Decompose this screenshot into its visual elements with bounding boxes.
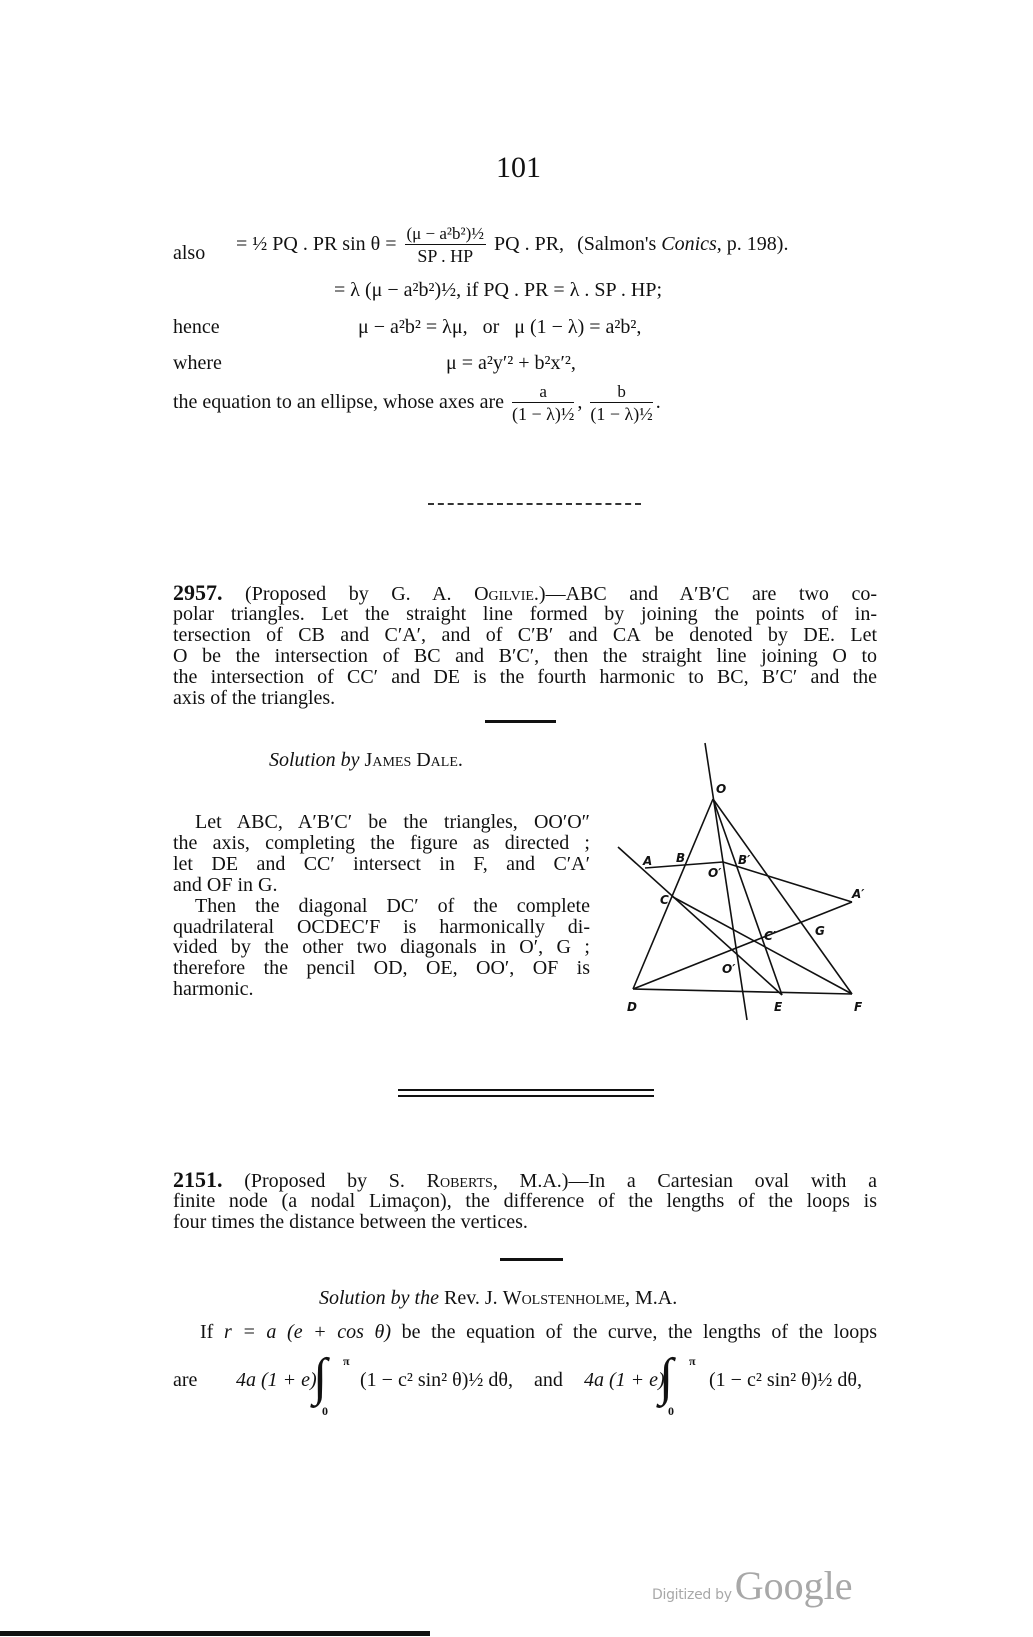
fraction-denominator: (1 − λ)½ [590, 403, 653, 424]
label-a: A [643, 854, 653, 868]
ellipse-line: the equation to an ellipse, whose axes are $\frac{a}{\text{(1 − λ)½}}$ , $\frac{b}{\text{(1 − λ)½}}$ . [173, 381, 661, 424]
label-b-prime: B′ [738, 853, 751, 867]
solution-line: and OF in G. [173, 874, 278, 896]
ref-post: , p. 198). [716, 233, 789, 255]
if-line [200, 1321, 877, 1343]
equation-line-2: = λ (μ − a²b²)½, if PQ . PR = λ . SP . HP; [334, 279, 663, 301]
coefficient-2: 4a (1 + e) [584, 1369, 665, 1391]
fraction-numerator: a [512, 382, 574, 403]
label-d: D [627, 1000, 637, 1014]
coefficient-1: 4a (1 + e) [236, 1369, 317, 1391]
short-divider [500, 1258, 563, 1261]
fraction-numerator: (μ − a²b²)½ [406, 223, 485, 243]
solver-title: Rev. J. [438, 1287, 503, 1309]
are-label: are [173, 1369, 198, 1391]
if-pre: If [200, 1321, 224, 1343]
page-number: 101 [496, 151, 541, 184]
where-label: where [173, 352, 222, 374]
integrand-1: (1 − c² sin² θ)½ dθ, [360, 1369, 513, 1391]
label-c-prime: C′ [764, 929, 776, 943]
also-expr1: = ½ PQ . PR sin θ = [236, 233, 397, 255]
label-o: O [716, 782, 727, 796]
watermark-prefix: Digitized by [652, 1587, 732, 1603]
also-label: also [173, 242, 206, 264]
q2957-line: O be the intersection of BC and B′C′, then the straight line joining O to [173, 645, 877, 667]
google-watermark [652, 1562, 852, 1609]
line-od [633, 799, 713, 989]
solution-line: let DE and CC′ intersect in F, and C′A′ [173, 853, 590, 875]
question-text: , M.A.)—In a Cartesian oval with a [492, 1170, 877, 1192]
q2957-line: the intersection of CC′ and DE is the fourth harmonic to BC, B′C′ and the [173, 666, 877, 688]
where-equation: μ = a²y′² + b²x′², [446, 352, 576, 374]
curve-equation: r = a (e + cos θ) [223, 1321, 392, 1343]
q2957-line: axis of the triangles. [173, 687, 336, 709]
q2151-line: four times the distance between the vertices. [173, 1211, 528, 1233]
upper-limit-2: π [689, 1354, 696, 1368]
lower-limit-1: 0 [322, 1404, 328, 1418]
solution-line: vided by the other two diagonals in O′, G ; [173, 936, 590, 958]
solver-degree: , M.A. [625, 1287, 678, 1309]
proposer-pre: (Proposed by G. A. [245, 583, 475, 605]
solver-name: Wolstenholme [502, 1287, 625, 1309]
upper-limit-1: π [343, 1354, 350, 1368]
question-number: 2957. [173, 580, 223, 605]
fraction-denominator: SP . HP [417, 245, 474, 266]
lower-limit-2: 0 [668, 1404, 674, 1418]
label-b: B [676, 851, 686, 865]
label-a-prime: A′ [852, 887, 865, 901]
solution-line: Let ABC, A′B′C′ be the triangles, OO′O″ [195, 811, 590, 833]
q2151-line: finite node (a nodal Limaçon), the difference of the lengths of the loops is [173, 1190, 877, 1212]
if-post: be the equation of the curve, the lengths of the loops [391, 1321, 878, 1343]
label-o-prime: O′ [708, 866, 722, 880]
proposer-pre: (Proposed by S. [244, 1170, 427, 1192]
period: . [655, 391, 661, 413]
proposer-name: Ogilvie [474, 583, 534, 605]
solution-line: the axis, completing the figure as directed ; [173, 832, 590, 854]
label-e: E [774, 1000, 783, 1014]
also-expr2: PQ . PR, [494, 233, 565, 255]
solver-name: James Dale. [364, 749, 463, 771]
label-o-double-prime: O′ [722, 962, 736, 976]
label-g: G [815, 924, 825, 938]
solution-heading [319, 1287, 677, 1309]
ref-title: Conics [661, 233, 717, 255]
scan-edge-bar [0, 1631, 430, 1636]
question-number: 2151. [173, 1167, 223, 1192]
solution-by: Solution by [269, 749, 360, 771]
question-text: .)—ABC and A′B′C are two co- [533, 583, 878, 605]
ellipse-text: the equation to an ellipse, whose axes are [173, 391, 504, 413]
solution-line: Then the diagonal DC′ of the complete [195, 895, 590, 917]
line-cf [673, 897, 852, 994]
hence-equation: μ − a²b² = λμ, or μ (1 − λ) = a²b², [358, 316, 642, 338]
solution-line: therefore the pencil OD, OE, OO′, OF is [173, 957, 590, 979]
solution-line: harmonic. [173, 978, 254, 1000]
ref-pre: (Salmon's [577, 233, 662, 255]
integral-sign-1: ∫ [313, 1349, 328, 1406]
q2957-line: tersection of CB and C′A′, and of C′B′ and CA be denoted by DE. Let [173, 624, 877, 646]
google-logo: Google [734, 1563, 853, 1608]
double-divider-top [398, 1089, 654, 1091]
fraction-denominator: (1 − λ)½ [512, 403, 575, 424]
line-ace [618, 847, 782, 995]
integral-sign-2: ∫ [659, 1349, 674, 1406]
hence-label: hence [173, 316, 220, 338]
solution-by: Solution by the [319, 1287, 439, 1309]
label-c: C [660, 893, 669, 907]
q2151-line-1 [173, 1169, 877, 1192]
proposer-name: Roberts [426, 1170, 493, 1192]
label-f: F [854, 1000, 863, 1014]
solution-line: quadrilateral OCDEC′F is harmonically di- [173, 916, 590, 938]
fraction-numerator: b [590, 382, 652, 403]
integrand-2: (1 − c² sin² θ)½ dθ, [709, 1369, 862, 1391]
and-label: and [534, 1369, 563, 1391]
double-divider-bottom [398, 1095, 654, 1097]
q2957-line: polar triangles. Let the straight line formed by joining the points of in- [173, 603, 877, 625]
